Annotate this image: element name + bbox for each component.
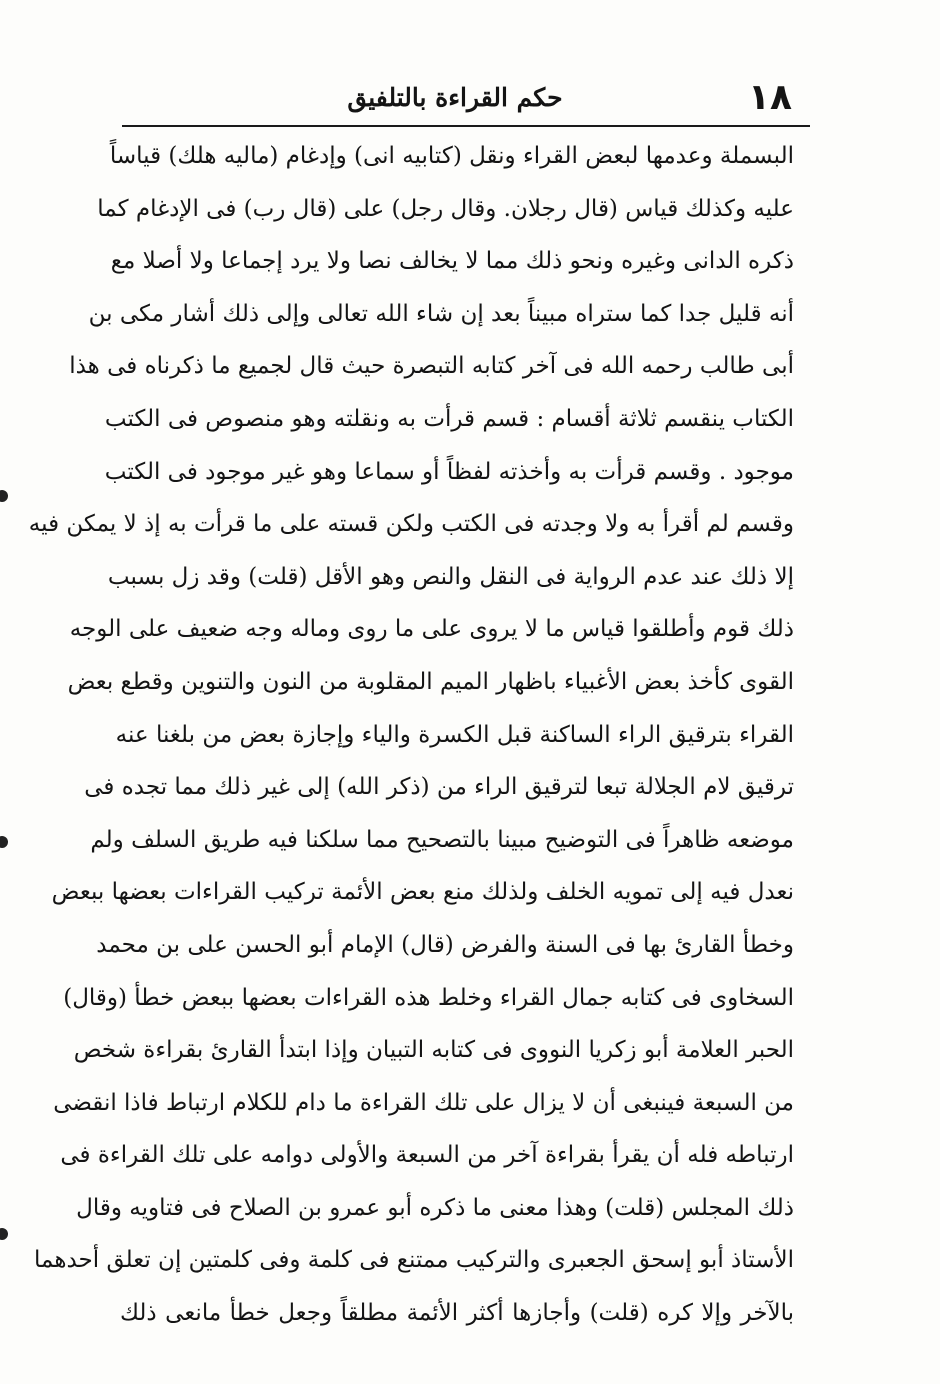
body-text <box>28 130 794 1340</box>
text-line: الكتاب ينقسم ثلاثة أقسام : قسم قرأت به ونقلته وهو منصوص فى الكتب <box>104 405 794 432</box>
text-line: إلا ذلك عند عدم الرواية فى النقل والنص وهو الأقل (قلت) وقد زل بسبب <box>107 563 794 590</box>
running-title: حكم القراءة بالتلفيق <box>347 83 563 112</box>
text-line: البسملة وعدمها لبعض القراء ونقل (كتابيه انى) وإدغام (ماليه هلك) قياساً <box>109 143 794 169</box>
text-line: القراء بترقيق الراء الساكنة قبل الكسرة والياء وإجازة بعض من بلغنا عنه <box>115 721 794 748</box>
text-line: أبى طالب رحمه الله فى آخر كتابه التبصرة حيث قال لجميع ما ذكرناه فى هذا <box>69 353 794 380</box>
text-line: الحبر العلامة أبو زكريا النووى فى كتابه التبيان وإذا ابتدأ القارئ بقراءة شخص <box>73 1037 794 1064</box>
text-line: ترقيق لام الجلالة تبعا لترقيق الراء من (ذكر الله) إلى غير ذلك مما تجده فى <box>84 774 794 801</box>
text-line: نعدل فيه إلى تمويه الخلف ولذلك منع بعض الأئمة تركيب القراءات بعضها ببعض <box>51 879 794 906</box>
header-rule <box>122 125 810 127</box>
text-line: من السبعة فينبغى أن لا يزال على تلك القراءة ما دام للكلام ارتباط فاذا انقضى <box>53 1089 794 1116</box>
text-line: وخطأ القارئ بها فى السنة والفرض (قال) الإمام أبو الحسن على بن محمد <box>96 931 794 958</box>
text-line: ذلك قوم وأطلقوا قياس ما لا يروى على ما روى وماله وجه ضعيف على الوجه <box>69 616 794 643</box>
text-line: الأستاذ أبو إسحق الجعبرى والتركيب ممتنع فى كلمة وفى كلمتين إن تعلق أحدهما <box>34 1247 794 1274</box>
text-line: موضعه ظاهراً فى التوضيح مبينا بالتصحيح مما سلكنا فيه طريق السلف ولم <box>90 826 794 853</box>
scan-mark <box>0 490 8 502</box>
text-line: وقسم لم أقرأ به ولا وجدته فى الكتب ولكن قسته على ما قرأت به إذ لا يمكن فيه <box>28 511 794 538</box>
scan-mark <box>0 836 8 848</box>
text-line: القوى كأخذ بعض الأغبياء باظهار الميم المقلوبة من النون والتنوين وقطع بعض <box>67 668 794 695</box>
text-line: أنه قليل جدا كما ستراه مبيناً بعد إن شاء الله تعالى وإلى ذلك أشار مكى بن <box>88 300 794 327</box>
scan-mark <box>0 1228 8 1240</box>
text-line: ارتباطه فله أن يقرأ بقراءة آخر من السبعة والأولى دوامه على تلك القراءة فى <box>60 1142 794 1169</box>
text-line: موجود . وقسم قرأت به وأخذته لفظاً أو سماعا وهو غير موجود فى الكتب <box>104 458 794 485</box>
text-line: عليه وكذلك قياس (قال رجلان. وقال رجل) على (قال رب) فى الإدغام كما <box>97 195 794 222</box>
page-number: ١٨ <box>748 77 792 118</box>
text-line: ذلك المجلس (قلت) وهذا معنى ما ذكره أبو عمرو بن الصلاح فى فتاويه وقال <box>76 1194 794 1221</box>
text-line: السخاوى فى كتابه جمال القراء وخلط هذه القراءات بعضها ببعض خطأ (وقال) <box>63 984 794 1011</box>
text-line: بالآخر وإلا كره (قلت) وأجازها أكثر الأئمة مطلقاً وجعل خطأ مانعى ذلك <box>120 1300 794 1327</box>
text-line: ذكره الدانى وغيره ونحو ذلك مما لا يخالف نصا ولا يرد إجماعا ولا أصلا مع <box>110 248 794 275</box>
